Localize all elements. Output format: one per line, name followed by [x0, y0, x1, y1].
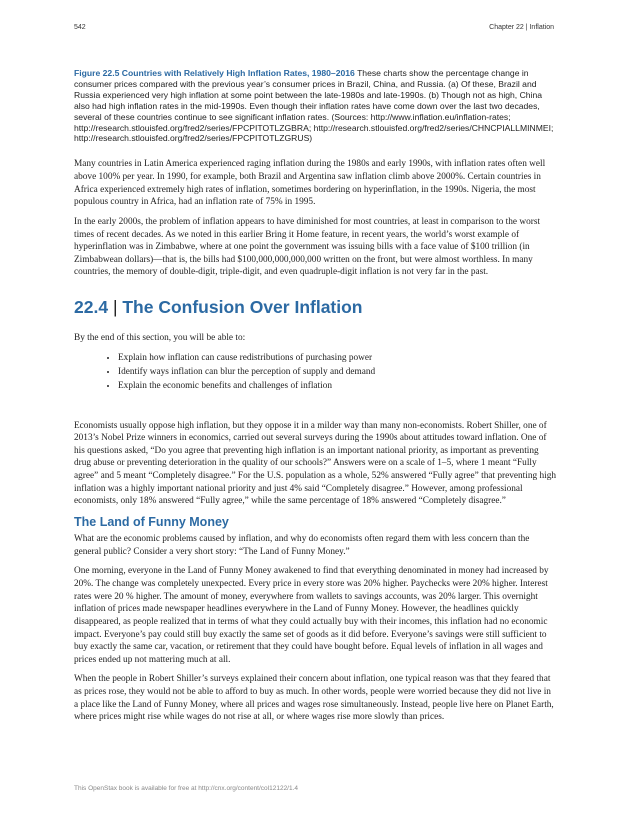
- figure-caption: [74, 68, 556, 144]
- section-heading: [74, 297, 556, 318]
- section-number: 22.4: [74, 297, 109, 318]
- intro-paragraph-2: In the early 2000s, the problem of inflation appears to have diminished for most countries, at least in comparison to the worst times of recent decades. As we noted in this earlier Bring it Home feature, in recent years, the world’s worst example of hyperinflation was in Zimbabwe, where at one point the government was issuing bills with a face value of $100 trillion (in Zimbabwean dollars)—that is, the bills had $100,000,000,000,000 written on the front, but were almost worthless. In many countries, the memory of double-digit, triple-digit, and even quadruple-digit inflation is not very far in the past.: [74, 216, 541, 278]
- section-separator: |: [112, 297, 118, 318]
- subsection-paragraph-1: What are the economic problems caused by inflation, and why do economists often regard them with less concern than the general public? Consider a very short story: “The Land of Funny Money.”: [74, 534, 530, 557]
- subsection-heading: The Land of Funny Money: [74, 515, 229, 530]
- figure-caption-text: These charts show the percentage change in consumer prices compared with the previous year’s consumer prices in Brazil, China, and Russia. (a) Of these, Brazil and Russia experienced very high inflation at some point between the late-1980s and late-1990s. (b) Though not as high, China also had high inflation rates in the mid-1990s. Even though their inflation rates have come down over the last two decades, several of these countries continue to see significant inflation rates. (Sources: http://www.inflation.eu/inflation-rates; http://research.stlouisfed.org/fred2/series/FPCPITOTLZGBRA; http://research.stlouisfed.org/fred2/series/CHNCPIALLMINMEI; http://research.stlouisfed.org/fred2/series/FPCPITOTLZGRUS): [74, 68, 554, 144]
- section-title: The Confusion Over Inflation: [122, 297, 363, 318]
- figure-label: Figure 22.5 Countries with Relatively High Inflation Rates, 1980–2016: [74, 68, 355, 78]
- objective-item: • Explain how inflation can cause redistributions of purchasing power: [118, 352, 556, 366]
- objective-item: • Identify ways inflation can blur the perception of supply and demand: [118, 366, 556, 380]
- objectives-list: [74, 352, 556, 394]
- subsection-paragraph-2: One morning, everyone in the Land of Funny Money awakened to find that everything denominated in money had increased by 20%. The change was completely unexpected. Every price in every store was 20% higher. Paychecks were 20% higher. Interest rates were 20 % higher. The amount of money, everywhere from wallets to savings accounts, was 20% larger. This overnight inflation of prices made newspaper headlines everywhere in the Land of Funny Money. However, the headlines quickly disappeared, as people realized that in terms of what they could actually buy with their incomes, this inflation had no economic impact. Everyone’s pay could still buy exactly the same set of goods as it did before. Everyone’s savings were still sufficient to buy exactly the same car, vacation, or retirement that they could have bought before. Equal levels of inflation in all wages and prices ended up not mattering much at all.: [74, 566, 549, 665]
- section-paragraph: Economists usually oppose high inflation, but they oppose it in a milder way than many non-economists. Robert Shiller, one of 2013’s Nobel Prize winners in economics, carried out several surveys during the 1990s about attitudes toward inflation. One of his questions asked, “Do you agree that preventing high inflation is an important national priority, as important as preventing drug abuse or preventing deterioration in the quality of our schools?” Answers were on a scale of 1–5, where 1 meant “Fully agree” and 5 meant “Completely disagree.” For the U.S. population as a whole, 52% answered “Fully agree” that preventing high inflation was a highly important national priority and just 4% said “Completely disagree.” However, among professional economists, only 18% answered “Fully agree,” while the same percentage of 18% answered “Completely disagree.”: [74, 420, 556, 507]
- running-head: Chapter 22 | Inflation: [489, 24, 554, 31]
- intro-paragraph-1: Many countries in Latin America experienced raging inflation during the 1980s and early 1990s, with inflation rates often well above 100% per year. In 1990, for example, both Brazil and Argentina saw inflation climb above 2000%. Certain countries in Africa experienced extremely high rates of inflation, sometimes bordering on hyperinflation, in the 1990s. Nigeria, the most populous country in Africa, had an inflation rate of 75% in 1995.: [74, 159, 546, 208]
- objectives-intro: By the end of this section, you will be able to:: [74, 333, 246, 344]
- footer-note: This OpenStax book is available for free at http://cnx.org/content/col12122/1.4: [74, 785, 299, 792]
- subsection-paragraph-3: When the people in Robert Shiller’s surveys explained their concern about inflation, one typical reason was that they feared that as prices rose, they would not be able to afford to buy as much. In other words, people were worried because they did not live in a place like the Land of Funny Money, where all prices and wages rose simultaneously. Instead, people live here on Planet Earth, where prices might rise while wages do not rise at all, or where wages rise more slowly than prices.: [74, 674, 554, 723]
- page-number: 542: [74, 24, 86, 31]
- objective-item: • Explain the economic benefits and challenges of inflation: [118, 380, 556, 394]
- page-content: [74, 68, 556, 731]
